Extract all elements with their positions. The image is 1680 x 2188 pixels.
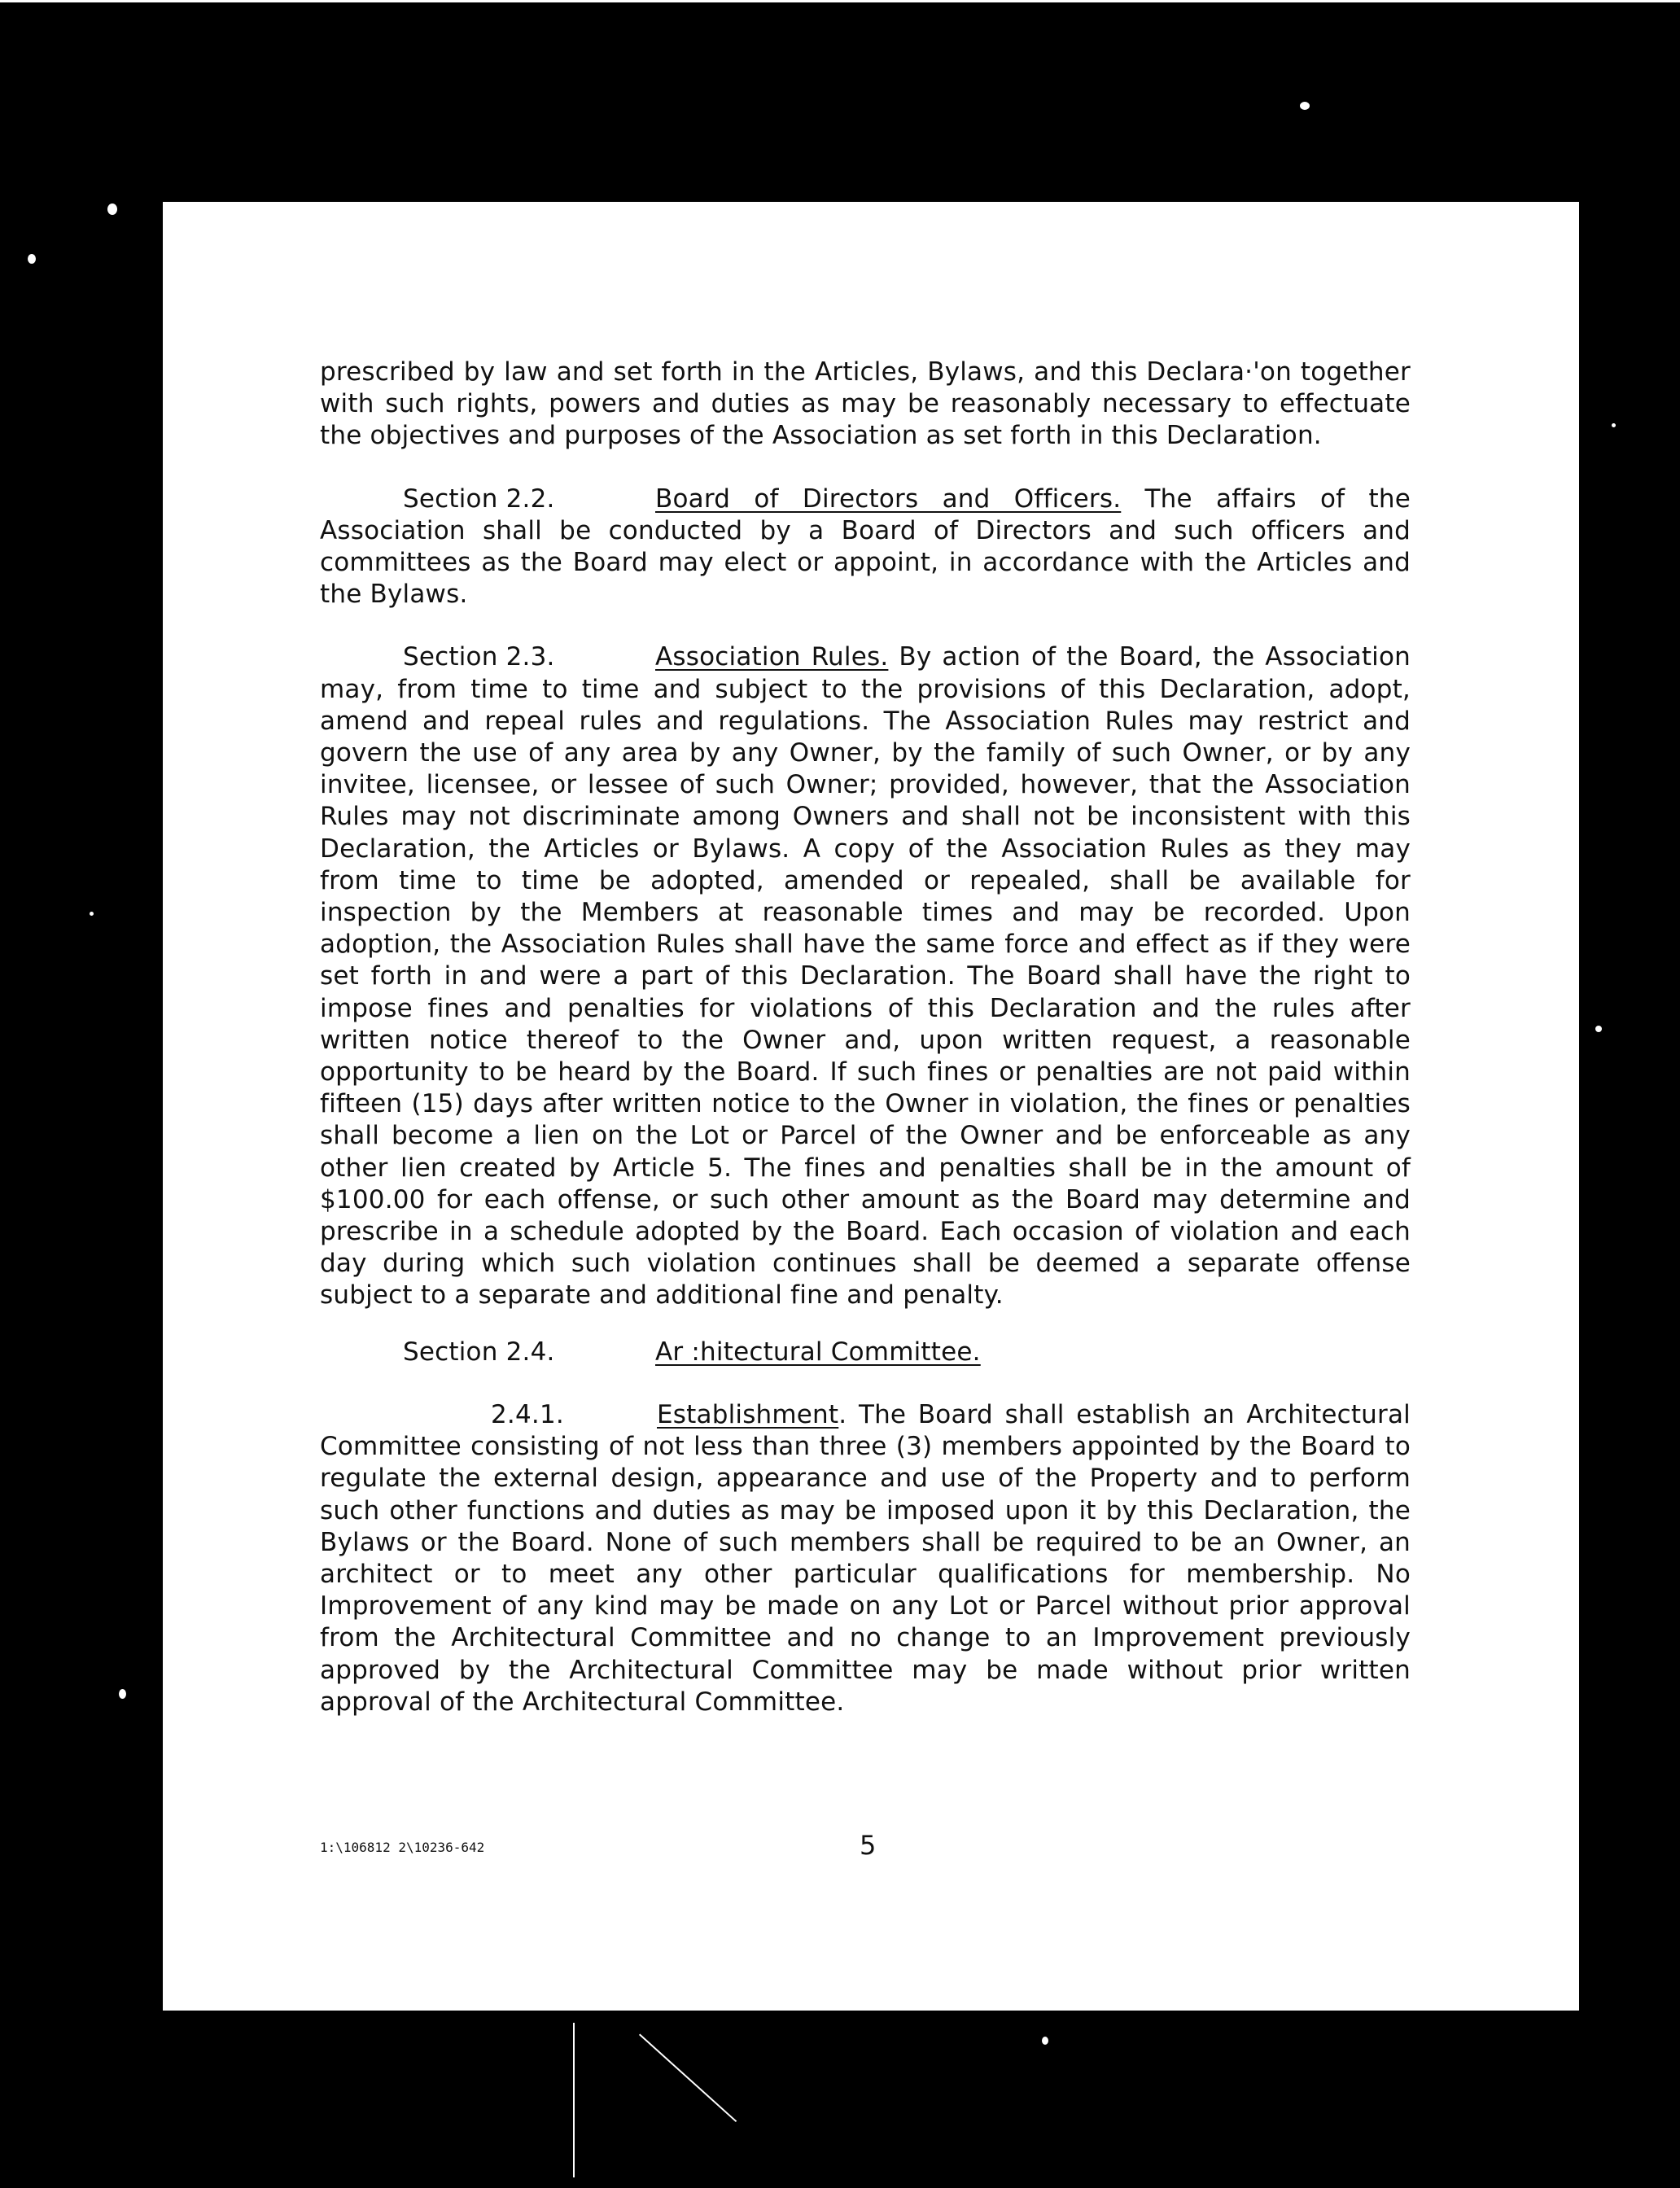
scan-speck — [90, 912, 94, 916]
scan-crop-line — [0, 0, 1680, 2]
section-2-2-label: Section 2.2. — [403, 484, 555, 514]
section-2-4-heading: Ar :hitectural Committee. — [655, 1337, 981, 1367]
scan-speck — [107, 203, 117, 215]
paragraph-gap — [320, 610, 1411, 641]
scan-speck — [1595, 1026, 1602, 1032]
scan-speck — [1300, 102, 1310, 110]
section-2-3-label: Section 2.3. — [403, 642, 555, 672]
section-2-2-heading: Board of Directors and Officers. — [655, 484, 1122, 514]
document-page — [163, 202, 1579, 2011]
section-2-4-1-text: . The Board shall establish an Architectural Committee consisting of not less than three (3) members appointed by the Board to regulate the external design, appearance and use of the Property and to perform such other functions and duties as may be imposed upon it by this Declaration, the Bylaws or the Board. None of such members shall be required to be an Owner, an architect or to meet any other particular qualifications for membership. No Improvement of any kind may be made on any Lot or Parcel without prior approval from the Architectural Committee and no change to an Improvement previously approved by the Architectural Committee may be made without prior written approval of the Architectural Committee. — [320, 1399, 1411, 1717]
section-2-4-paragraph — [320, 1337, 1411, 1368]
scan-speck — [1612, 423, 1616, 427]
document-id: 1:\106812 2\10236-642 — [320, 1840, 485, 1855]
scan-crop-line — [639, 2034, 737, 2123]
intro-paragraph: prescribed by law and set forth in the Articles, Bylaws, and this Declara·'on together with such rights, powers and duties as may be reasonably necessary to effectuate the objectives and purposes of the Association as set forth in this Declaration. — [320, 357, 1411, 451]
page-number: 5 — [860, 1830, 877, 1861]
paragraph-gap — [320, 1368, 1411, 1399]
paragraph-gap — [320, 1312, 1411, 1337]
section-2-4-1-heading: Establishment — [657, 1399, 839, 1429]
scan-speck — [119, 1689, 126, 1699]
scan-speck — [1042, 2037, 1048, 2045]
section-2-3-paragraph — [320, 641, 1411, 1311]
scan-crop-line — [573, 2023, 575, 2177]
section-2-4-1-paragraph — [320, 1399, 1411, 1718]
section-2-2-text: The affairs of the Association shall be conducted by a Board of Directors and such officers and committees as the Board may elect or appoint, in accordance with the Articles and the Bylaws. — [320, 484, 1411, 610]
section-2-3-heading: Association Rules. — [655, 642, 889, 672]
scan-speck — [28, 254, 36, 264]
section-2-4-label: Section 2.4. — [403, 1337, 555, 1367]
document-body — [320, 357, 1411, 1718]
paragraph-gap — [320, 453, 1411, 484]
section-2-2-paragraph — [320, 484, 1411, 611]
section-2-3-text: By action of the Board, the Association may, from time to time and subject to the provisions of this Declaration, adopt, amend and repeal rules and regulations. The Association Rules may restrict and govern the use of any area by any Owner, by the family of such Owner, or by any invitee, licensee, or lessee of such Owner; provided, however, that the Association Rules may not discriminate among Owners and shall not be inconsistent with this Declaration, the Articles or Bylaws. A copy of the Association Rules as they may from time to time be adopted, amended or repealed, shall be available for inspection by the Members at reasonable times and may be recorded. Upon adoption, the Association Rules shall have the same force and effect as if they were set forth in and were a part of this Declaration. The Board shall have the right to impose fines and penalties for violations of this Declaration and the rules after written notice thereof to the Owner and, upon written request, a reasonable opportunity to be heard by the Board. If such fines or penalties are not paid within fifteen (15) days after written notice to the Owner in violation, the fines or penalties shall become a lien on the Lot or Parcel of the Owner and be enforceable as any other lien created by Article 5. The fines and penalties shall be in the amount of $100.00 for each offense, or such other amount as the Board may determine and prescribe in a schedule adopted by the Board. Each occasion of violation and each day during which such violation continues shall be deemed a separate offense subject to a separate and additional fine and penalty. — [320, 642, 1411, 1311]
section-2-4-1-label: 2.4.1. — [491, 1399, 564, 1429]
